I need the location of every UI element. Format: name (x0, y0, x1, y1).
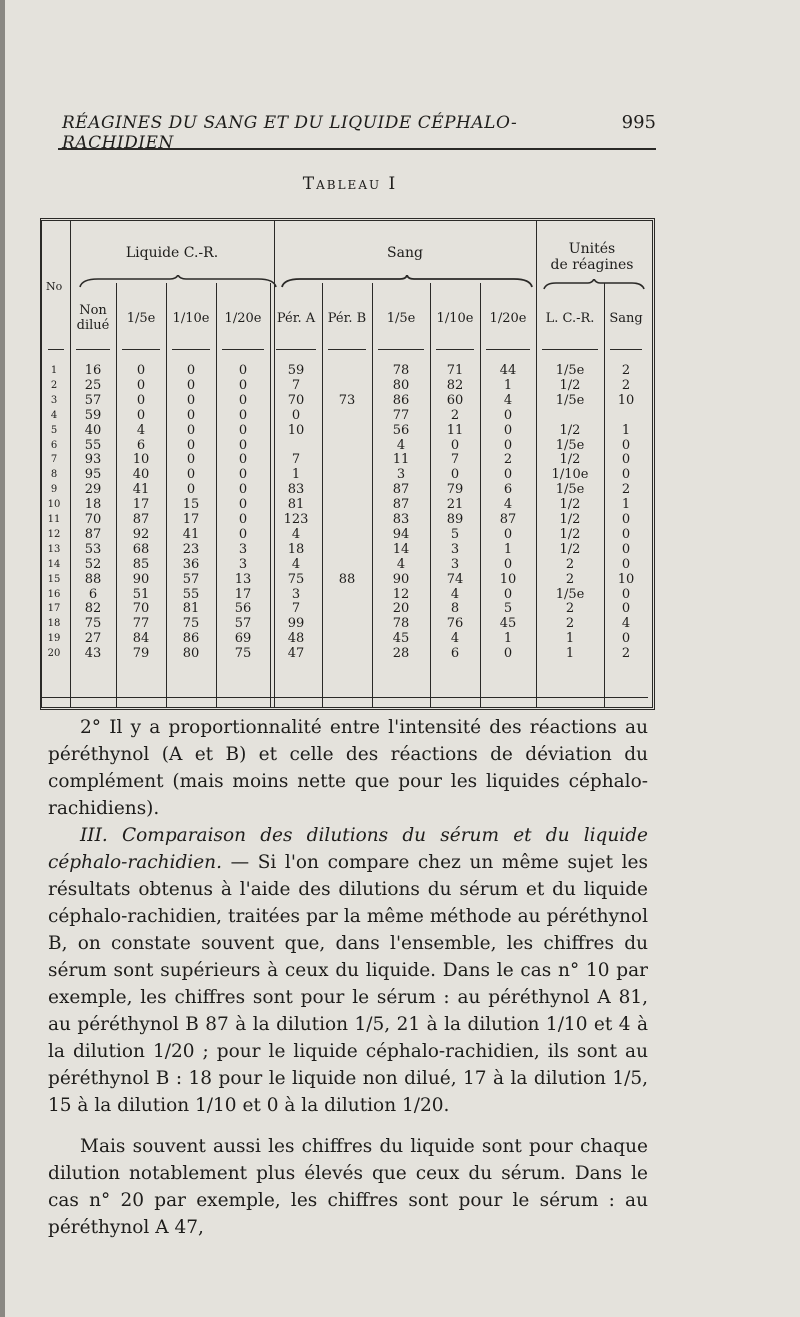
column-header: 1/10e (172, 311, 210, 326)
table-cell: 71 (446, 363, 464, 378)
row-number: 18 (47, 618, 61, 630)
table-cell: 45 (499, 616, 517, 632)
table-cell: 0 (621, 512, 631, 527)
table-cell: 0 (186, 482, 196, 498)
table-cell: 0 (503, 422, 513, 438)
column-header: 1/20e (489, 311, 527, 326)
table-cell: 0 (503, 407, 513, 423)
table-cell: 40 (84, 422, 102, 438)
page-spine-shadow (0, 0, 5, 1317)
table-cell: 1/5e (555, 586, 585, 602)
table-cell: 4 (450, 586, 460, 602)
table-cell: 18 (287, 541, 305, 557)
row-number: 12 (47, 528, 61, 540)
table-cell: 4 (621, 616, 631, 632)
column-header: Pér. A (276, 311, 316, 326)
table-cell: 93 (84, 452, 102, 468)
table-cell: 17 (182, 512, 200, 527)
table-cell: 0 (503, 467, 513, 483)
running-title: RÉAGINES DU SANG ET DU LIQUIDE CÉPHALO-RACHIDIEN (62, 113, 518, 153)
table-cell: 1 (565, 631, 575, 647)
table-cell: 16 (84, 363, 102, 378)
table-cell: 29 (84, 482, 102, 498)
column-rule (604, 283, 605, 707)
table-cell: 70 (84, 512, 102, 527)
table-cell: 45 (392, 631, 410, 647)
column-rule (274, 221, 275, 707)
section-heading: III. Comparaison des dilutions du sérum et du liquide céphalo-rachidien. (48, 825, 648, 873)
header-underline (486, 349, 530, 350)
table-cell: 0 (621, 556, 631, 572)
table-cell: 1/2 (559, 452, 581, 468)
column-header: L. C.-R. (545, 311, 595, 326)
table-cell: 75 (182, 616, 200, 632)
table-cell: 95 (84, 467, 102, 483)
column-header: Pér. B (327, 311, 367, 326)
table-cell: 86 (392, 392, 410, 408)
row-number: 13 (47, 543, 61, 555)
table-cell: 11 (392, 452, 410, 468)
table-cell: 0 (186, 452, 196, 468)
table-cell: 10 (617, 392, 635, 408)
table-cell: 15 (182, 497, 200, 513)
table-cell: 87 (499, 512, 517, 527)
header-underline (542, 349, 598, 350)
column-rule (216, 283, 217, 707)
row-number: 17 (47, 603, 61, 615)
table-cell: 6 (136, 437, 146, 453)
table-cell: 70 (132, 601, 150, 617)
row-number: 19 (47, 633, 61, 645)
table-cell: 4 (503, 392, 513, 408)
table-cell: 0 (238, 497, 248, 513)
table-cell: 41 (132, 482, 150, 498)
row-number: 7 (50, 454, 58, 466)
table-cell: 2 (565, 571, 575, 587)
table-cell: 55 (182, 586, 200, 602)
table-cell: 0 (450, 467, 460, 483)
table-cell: 43 (84, 646, 102, 662)
table-cell: 0 (621, 437, 631, 453)
header-underline (610, 349, 642, 350)
table-cell: 2 (565, 556, 575, 572)
table-cell: 1/2 (559, 377, 581, 393)
table-cell: 1 (621, 422, 631, 438)
table-cell: 94 (392, 526, 410, 542)
bottom-rule (42, 697, 648, 698)
table-cell: 3 (450, 556, 460, 572)
table-cell: 6 (88, 586, 98, 602)
row-number: 10 (47, 499, 61, 511)
table-cell: 7 (291, 601, 301, 617)
column-rule (322, 283, 323, 707)
table-cell: 0 (186, 407, 196, 423)
table-cell: 0 (621, 452, 631, 468)
table-cell: 28 (392, 646, 410, 662)
table-cell: 78 (392, 363, 410, 378)
table-cell: 3 (396, 467, 406, 483)
table-cell: 0 (450, 437, 460, 453)
table-cell: 82 (84, 601, 102, 617)
table-cell: 0 (503, 556, 513, 572)
table-cell: 1/2 (559, 512, 581, 527)
table-cell: 80 (182, 646, 200, 662)
table-cell: 4 (396, 556, 406, 572)
table-cell: 2 (621, 377, 631, 393)
table-cell: 0 (186, 437, 196, 453)
row-number: 14 (47, 558, 61, 570)
table-cell: 70 (287, 392, 305, 408)
table-cell: 1 (503, 377, 513, 393)
running-head (62, 112, 656, 153)
table-cell: 1/2 (559, 541, 581, 557)
table-cell: 3 (450, 541, 460, 557)
column-header: 1/5e (386, 311, 416, 326)
table-cell: 81 (287, 497, 305, 513)
table-cell: 0 (621, 541, 631, 557)
table-cell: 74 (446, 571, 464, 587)
column-header: 1/5e (126, 311, 156, 326)
row-number: 2 (50, 379, 58, 391)
header-rule (58, 148, 656, 150)
column-rule (70, 221, 71, 707)
table-cell: 123 (283, 512, 309, 527)
table-cell: 4 (136, 422, 146, 438)
table-cell: 0 (238, 437, 248, 453)
table-cell: 6 (450, 646, 460, 662)
table-cell: 0 (238, 512, 248, 527)
table-cell: 0 (136, 407, 146, 423)
table-cell: 17 (132, 497, 150, 513)
brace-unites (542, 279, 646, 291)
table-cell: 0 (238, 526, 248, 542)
row-number: 1 (50, 365, 58, 376)
table-cell: 1/5e (555, 392, 585, 408)
table-cell: 0 (238, 482, 248, 498)
table-cell: 0 (621, 526, 631, 542)
header-underline (122, 349, 160, 350)
header-underline (328, 349, 366, 350)
table-cell: 77 (132, 616, 150, 632)
unites-line-2: de réagines (550, 257, 634, 273)
table-cell: 10 (287, 422, 305, 438)
table-cell: 1 (291, 467, 301, 483)
column-rule (116, 283, 117, 707)
table-cell: 87 (392, 497, 410, 513)
row-number: 3 (50, 394, 58, 406)
table-cell: 17 (234, 586, 252, 602)
brace-sang (280, 275, 534, 289)
column-rule (430, 283, 431, 707)
group-header-liquide: Liquide C.-R. (125, 245, 219, 261)
table-cell: 0 (238, 363, 248, 378)
table-cell: 2 (621, 363, 631, 378)
table-cell: 2 (450, 407, 460, 423)
table-cell: 87 (132, 512, 150, 527)
table-cell: 57 (84, 392, 102, 408)
table-cell: 52 (84, 556, 102, 572)
table-cell: 1/5e (555, 437, 585, 453)
table-cell: 0 (238, 392, 248, 408)
table-cell: 88 (84, 571, 102, 587)
paragraph-2 (48, 822, 648, 1119)
table-cell: 0 (136, 363, 146, 378)
table-cell: 0 (621, 631, 631, 647)
table-cell: 73 (338, 392, 356, 408)
header-underline (222, 349, 264, 350)
table-title: Tableau I (302, 174, 398, 194)
row-number: 9 (50, 484, 58, 496)
paragraph-3: Mais souvent aussi les chiffres du liquide sont pour chaque dilution notablement plus élevés que ceux du sérum. Dans le cas n° 20 par exemple, les chiffres sont pour le sérum : au péréthynol A 47, (48, 1136, 648, 1238)
table-cell: 56 (392, 422, 410, 438)
row-number: 20 (47, 648, 61, 660)
table-cell: 0 (503, 437, 513, 453)
table-cell: 0 (238, 452, 248, 468)
table-cell: 69 (234, 631, 252, 647)
table-cell: 4 (291, 556, 301, 572)
table-cell: 79 (132, 646, 150, 662)
table-cell: 56 (234, 601, 252, 617)
table-cell: 3 (291, 586, 301, 602)
table-cell: 13 (234, 571, 252, 587)
row-number: 4 (50, 409, 58, 421)
table-cell: 75 (287, 571, 305, 587)
data-table (40, 218, 655, 710)
table-cell: 0 (621, 467, 631, 483)
table-cell: 75 (84, 616, 102, 632)
header-underline (378, 349, 424, 350)
table-cell: 7 (450, 452, 460, 468)
table-cell: 0 (621, 586, 631, 602)
table-cell: 57 (234, 616, 252, 632)
table-cell: 1/2 (559, 497, 581, 513)
table-cell: 10 (499, 571, 517, 587)
table-cell: 0 (186, 467, 196, 483)
table-cell: 1/5e (555, 482, 585, 498)
column-rule (270, 283, 271, 707)
column-rule (536, 221, 537, 707)
table-cell: 90 (132, 571, 150, 587)
table-cell: 85 (132, 556, 150, 572)
table-cell: 76 (446, 616, 464, 632)
table-cell: 1 (565, 646, 575, 662)
header-underline (172, 349, 210, 350)
column-header: Non dilué (76, 303, 110, 333)
table-cell: 77 (392, 407, 410, 423)
table-cell: 60 (446, 392, 464, 408)
table-cell: 99 (287, 616, 305, 632)
row-number: 8 (50, 469, 58, 481)
table-cell: 59 (84, 407, 102, 423)
table-cell: 4 (396, 437, 406, 453)
unites-line-1: Unités (568, 241, 616, 257)
table-cell: 1/10e (551, 467, 589, 483)
table-cell: 90 (392, 571, 410, 587)
table-cell: 25 (84, 377, 102, 393)
table-cell: 27 (84, 631, 102, 647)
table-cell: 4 (503, 497, 513, 513)
table-cell: 10 (617, 571, 635, 587)
table-cell: 0 (238, 377, 248, 393)
table-cell: 6 (503, 482, 513, 498)
table-cell: 1 (503, 631, 513, 647)
table-cell: 1/5e (555, 363, 585, 378)
table-cell: 68 (132, 541, 150, 557)
table-cell: 23 (182, 541, 200, 557)
table-cell: 88 (338, 571, 356, 587)
table-cell: 57 (182, 571, 200, 587)
row-number: 16 (47, 588, 61, 600)
brace-liquide (78, 275, 278, 289)
table-cell: 83 (287, 482, 305, 498)
table-cell: 2 (565, 616, 575, 632)
table-cell: 12 (392, 586, 410, 602)
header-no: No (46, 280, 63, 293)
table-cell: 11 (446, 422, 464, 438)
table-cell: 55 (84, 437, 102, 453)
row-number: 5 (50, 424, 58, 436)
table-cell: 51 (132, 586, 150, 602)
table-cell: 4 (291, 526, 301, 542)
row-number: 15 (47, 573, 61, 585)
table-cell: 1/2 (559, 526, 581, 542)
table-cell: 84 (132, 631, 150, 647)
group-header-unites (536, 241, 648, 273)
header-underline (76, 349, 110, 350)
table-cell: 7 (291, 377, 301, 393)
table-cell: 48 (287, 631, 305, 647)
table-cell: 20 (392, 601, 410, 617)
table-cell: 2 (503, 452, 513, 468)
table-cell: 81 (182, 601, 200, 617)
table-cell: 78 (392, 616, 410, 632)
table-cell: 0 (503, 586, 513, 602)
column-header: 1/20e (224, 311, 262, 326)
table-cell: 87 (84, 526, 102, 542)
table-cell: 44 (499, 363, 517, 378)
column-header: Sang (609, 311, 643, 326)
page-number: 995 (621, 112, 656, 133)
header-underline (276, 349, 316, 350)
table-cell: 79 (446, 482, 464, 498)
table-cell: 14 (392, 541, 410, 557)
table-cell: 8 (450, 601, 460, 617)
table-cell: 89 (446, 512, 464, 527)
table-cell: 0 (503, 526, 513, 542)
table-cell: 59 (287, 363, 305, 378)
table-cell: 41 (182, 526, 200, 542)
table-cell: 21 (446, 497, 464, 513)
table-cell: 2 (621, 646, 631, 662)
table-cell: 82 (446, 377, 464, 393)
table-cell: 75 (234, 646, 252, 662)
group-header-sang: Sang (387, 245, 423, 261)
table-cell: 5 (450, 526, 460, 542)
table-cell: 5 (503, 601, 513, 617)
header-underline (436, 349, 474, 350)
paragraph-2-text: — Si l'on compare chez un même sujet les résultats obtenus à l'aide des dilutions du sérum et du liquide céphalo-rachidien, traitées par la même méthode au péréthynol B, on constate souvent que, dans l'ensemble, les chiffres du sérum sont supérieurs à ceux du liquide. Dans le cas n° 10 par exemple, les chiffres sont pour le sérum : au péréthynol A 81, au péréthynol B 87 à la dilution 1/5, 21 à la dilution 1/10 et 4 à la dilution 1/20 ; pour le liquide céphalo-rachidien, ils sont au péréthynol B : 18 pour le liquide non dilué, 17 à la dilution 1/5, 15 à la dilution 1/10 et 0 à la dilution 1/20. (48, 852, 648, 1116)
table-cell: 0 (238, 467, 248, 483)
table-cell: 10 (132, 452, 150, 468)
table-cell: 86 (182, 631, 200, 647)
table-cell: 18 (84, 497, 102, 513)
paragraph-1: 2° Il y a proportionnalité entre l'intensité des réactions au péréthynol (A et B) et celle des réactions de déviation du complément (mais moins nette que pour les liquides céphalo-rachidiens). (48, 717, 648, 819)
table-cell: 0 (136, 377, 146, 393)
table-cell: 0 (291, 407, 301, 423)
column-rule (372, 283, 373, 707)
table-cell: 0 (136, 392, 146, 408)
table-cell: 0 (238, 407, 248, 423)
table-cell: 47 (287, 646, 305, 662)
table-cell: 40 (132, 467, 150, 483)
table-cell: 4 (450, 631, 460, 647)
header-underline (48, 349, 64, 350)
table-cell: 0 (186, 377, 196, 393)
table-cell: 7 (291, 452, 301, 468)
table-cell: 80 (392, 377, 410, 393)
table-cell: 87 (392, 482, 410, 498)
body-text (48, 714, 648, 1241)
row-number: 6 (50, 439, 58, 451)
table-cell: 0 (621, 601, 631, 617)
table-cell: 3 (238, 556, 248, 572)
table-cell: 92 (132, 526, 150, 542)
table-cell: 0 (238, 422, 248, 438)
table-cell: 0 (186, 422, 196, 438)
column-rule (166, 283, 167, 707)
table-cell: 1 (621, 497, 631, 513)
table-cell: 2 (565, 601, 575, 617)
table-cell: 36 (182, 556, 200, 572)
table-cell: 2 (621, 482, 631, 498)
column-rule (480, 283, 481, 707)
table-cell: 1/2 (559, 422, 581, 438)
table-cell: 1 (503, 541, 513, 557)
table-cell: 0 (186, 363, 196, 378)
table-cell: 53 (84, 541, 102, 557)
table-cell: 0 (186, 392, 196, 408)
column-header: 1/10e (436, 311, 474, 326)
table-cell: 3 (238, 541, 248, 557)
table-cell: 83 (392, 512, 410, 527)
row-number: 11 (47, 514, 61, 525)
table-cell: 0 (503, 646, 513, 662)
